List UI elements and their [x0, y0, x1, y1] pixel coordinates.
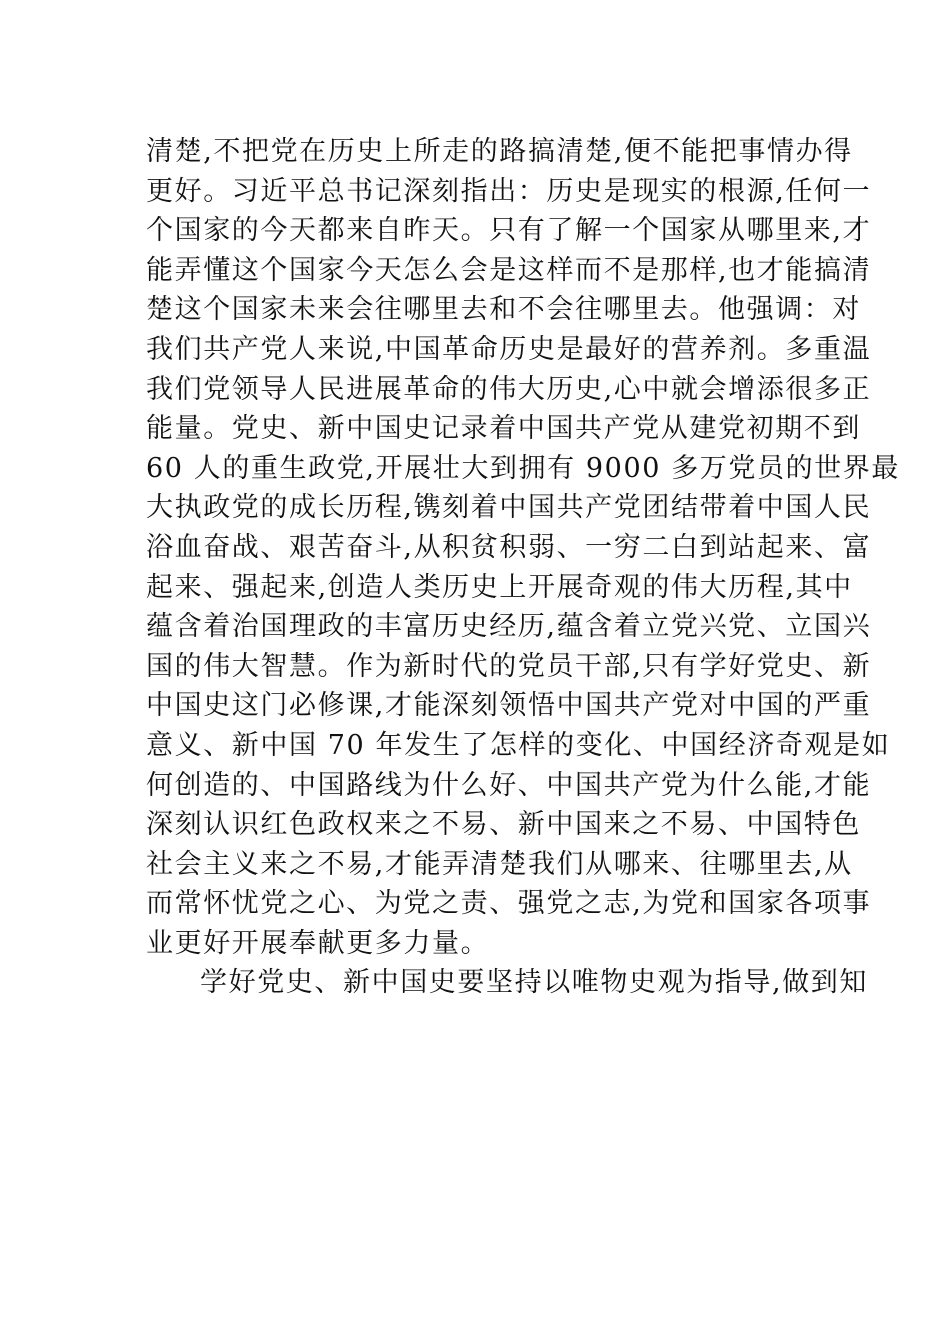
text-line: 中国史这门必修课,才能深刻领悟中国共产党对中国的严重 — [146, 690, 872, 722]
text-line: 更好。习近平总书记深刻指出：历史是现实的根源,任何一 — [146, 175, 872, 207]
text-line: 业更好开展奉献更多力量。 — [146, 927, 490, 959]
text-line: 何创造的、中国路线为什么好、中国共产党为什么能,才能 — [146, 769, 872, 801]
text-line: 深刻认识红色政权来之不易、新中国来之不易、中国特色 — [146, 809, 861, 841]
text-line: 浴血奋战、艰苦奋斗,从积贫积弱、一穷二白到站起来、富 — [146, 531, 872, 563]
text-line: 社会主义来之不易,才能弄清楚我们从哪来、往哪里去,从 — [146, 848, 853, 880]
text-line: 60 人的重生政党,开展壮大到拥有 9000 多万党员的世界最 — [146, 452, 900, 484]
body-text — [146, 132, 900, 1003]
text-line: 大执政党的成长历程,镌刻着中国共产党团结带着中国人民 — [146, 492, 872, 524]
text-line: 国的伟大智慧。作为新时代的党员干部,只有学好党史、新 — [146, 650, 872, 682]
text-line: 楚这个国家未来会往哪里去和不会往哪里去。他强调：对 — [146, 294, 861, 326]
text-line: 能弄懂这个国家今天怎么会是这样而不是那样,也才能搞清 — [146, 254, 872, 286]
text-line: 能量。党史、新中国史记录着中国共产党从建党初期不到 — [146, 413, 861, 445]
paragraph-start-line: 学好党史、新中国史要坚持以唯物史观为指导,做到知 — [200, 967, 868, 999]
text-line: 个国家的今天都来自昨天。只有了解一个国家从哪里来,才 — [146, 215, 872, 247]
text-line: 起来、强起来,创造人类历史上开展奇观的伟大历程,其中 — [146, 571, 853, 603]
text-line: 我们党领导人民进展革命的伟大历史,心中就会增添很多正 — [146, 373, 872, 405]
text-line: 而常怀忧党之心、为党之责、强党之志,为党和国家各项事 — [146, 888, 872, 920]
text-line: 意义、新中国 70 年发生了怎样的变化、中国经济奇观是如 — [146, 729, 891, 761]
text-line: 清楚,不把党在历史上所走的路搞清楚,便不能把事情办得 — [146, 136, 853, 167]
text-line: 我们共产党人来说,中国革命历史是最好的营养剂。多重温 — [146, 333, 872, 365]
text-line: 蕴含着治国理政的丰富历史经历,蕴含着立党兴党、立国兴 — [146, 611, 872, 643]
